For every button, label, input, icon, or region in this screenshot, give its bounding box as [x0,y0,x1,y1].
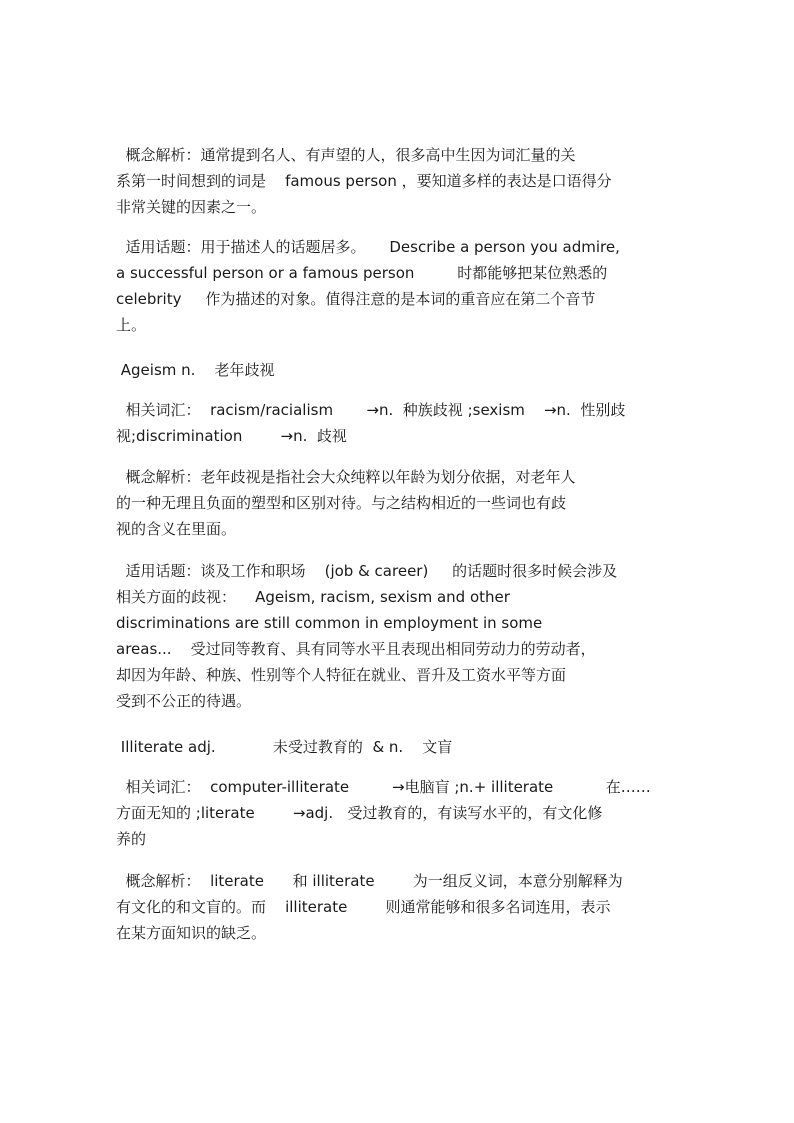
heading-illiterate [116,734,676,760]
text-line: 相关词汇： racism/racialism →n. 种族歧视 ;sexism →n. 性别歧 [116,401,626,419]
text-line: 系第一时间想到的词是 famous person ，要知道多样的表达是口语得分 [116,172,612,190]
text-line: 视;discrimination →n. 歧视 [116,427,347,445]
text-line: 视的含义在里面。 [116,520,237,538]
text-line: 非常关键的因素之一。 [116,198,267,216]
paragraph-concept-illiterate [116,868,676,946]
text-line: 却因为年龄、种族、性别等个人特征在就业、晋升及工资水平等方面 [116,666,567,684]
paragraph-related-ageism [116,397,676,449]
paragraph-related-illiterate [116,774,676,852]
text-line: 概念解析：通常提到名人、有声望的人，很多高中生因为词汇量的关 [116,146,576,164]
text-line: 适用话题：谈及工作和职场 (job & career) 的话题时很多时候会涉及 [116,562,618,580]
heading-ageism [116,357,676,383]
text-line: 的一种无理且负面的塑型和区别对待。与之结构相近的一些词也有歧 [116,494,567,512]
text-line: 概念解析： literate 和 illiterate 为一组反义词，本意分别解释为 [116,872,623,890]
text-line: 受到不公正的待遇。 [116,692,252,710]
paragraph-topic-celebrity [116,234,676,338]
text-line: Ageism n. 老年歧视 [116,361,275,379]
text-line: 在某方面知识的缺乏。 [116,924,267,942]
text-line: areas... 受过同等教育、具有同等水平且表现出相同劳动力的劳动者， [116,640,596,658]
text-line: discriminations are still common in employment in some [116,614,543,632]
text-line: 相关方面的歧视： Ageism, racism, sexism and other [116,588,510,606]
paragraph-concept-ageism [116,464,676,542]
text-line: celebrity 作为描述的对象。值得注意的是本词的重音应在第二个音节 [116,290,596,308]
text-line: a successful person or a famous person 时都能够把某位熟悉的 [116,264,608,282]
text-line: 适用话题：用于描述人的话题居多。 Describe a person you admire, [116,238,620,256]
text-line: 概念解析：老年歧视是指社会大众纯粹以年龄为划分依据，对老年人 [116,468,576,486]
paragraph-topic-ageism [116,558,676,714]
text-line: 上。 [116,316,147,334]
text-line: 方面无知的 ;literate →adj. 受过教育的，有读写水平的，有文化修 [116,804,603,822]
text-line: 有文化的和文盲的。而 illiterate 则通常能够和很多名词连用，表示 [116,898,611,916]
paragraph-concept-famous [116,142,676,220]
text-line: Illiterate adj. 未受过教育的 & n. 文盲 [116,738,453,756]
text-line: 相关词汇： computer-illiterate →电脑盲 ;n.+ illiterate 在…… [116,778,651,796]
text-line: 养的 [116,830,147,848]
